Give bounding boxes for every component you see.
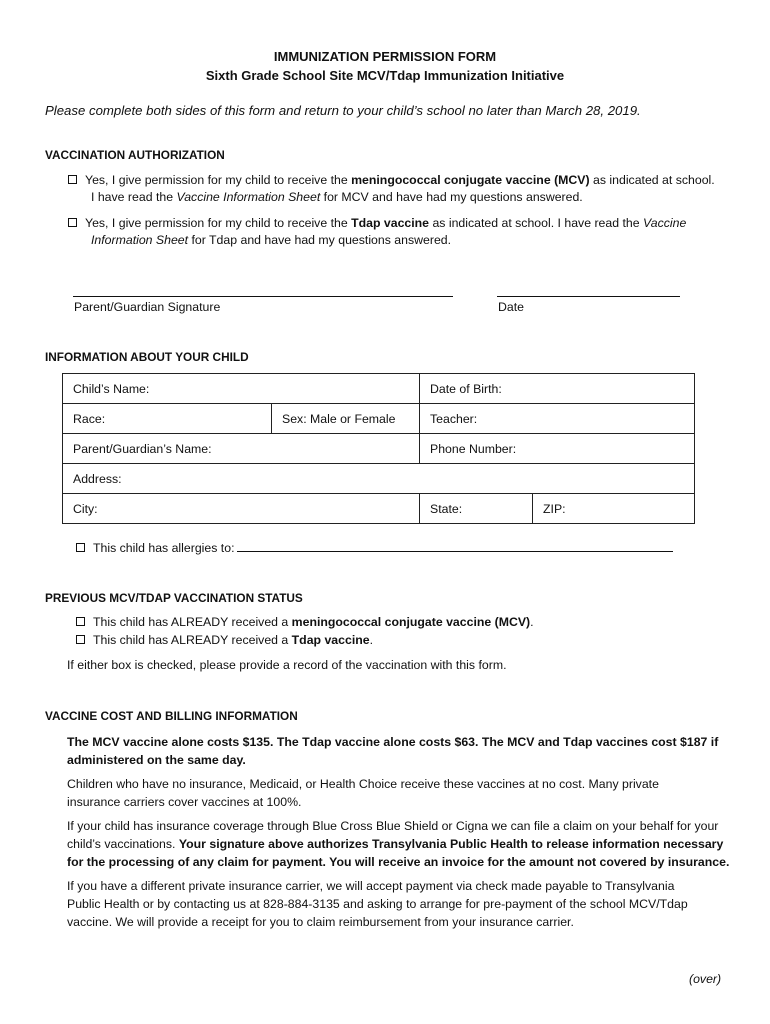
allergies-checkbox[interactable] — [76, 543, 85, 552]
intro-text: Please complete both sides of this form and return to your child’s school no later than March 28, 2019. — [45, 103, 641, 118]
mcv-permission-line2: I have read the Vaccine Information Sheet for MCV and have had my questions answered. — [91, 190, 583, 204]
signature-line[interactable] — [73, 296, 453, 297]
childs-name-field[interactable]: Child’s Name: — [63, 374, 420, 404]
date-line[interactable] — [497, 296, 680, 297]
vaccination-authorization-heading: VACCINATION AUTHORIZATION — [45, 148, 225, 162]
private-insurance-paragraph: If you have a different private insurance carrier, we will accept payment via check made payable to Transylvania Public Health or by contacting us at 828-884-3135 and asking to arrange for pre-payment of the school MCV/Tdap vaccine. We will provide a receipt for you to claim reimbursement from your insurance carrier. — [67, 879, 688, 929]
previous-tdap-checkbox[interactable] — [76, 635, 85, 644]
teacher-field[interactable]: Teacher: — [420, 404, 695, 434]
date-label: Date — [498, 300, 524, 314]
table-row — [63, 464, 695, 494]
cost-paragraph: The MCV vaccine alone costs $135. The Tdap vaccine alone costs $63. The MCV and Tdap vaccines cost $187 if administered on the same day. — [67, 735, 719, 767]
form-subtitle: Sixth Grade School Site MCV/Tdap Immunization Initiative — [205, 68, 565, 83]
previous-mcv-checkbox[interactable] — [76, 617, 85, 626]
table-row — [63, 434, 695, 464]
state-field[interactable]: State: — [420, 494, 533, 524]
coverage-paragraph: Children who have no insurance, Medicaid, or Health Choice receive these vaccines at no cost. Many private insurance carriers cover vaccines at 100%. — [67, 777, 659, 809]
mcv-permission-option: Yes, I give permission for my child to receive the meningococcal conjugate vaccine (MCV) as indicated at school. — [68, 172, 715, 189]
city-field[interactable]: City: — [63, 494, 420, 524]
allergies-input-line[interactable] — [237, 539, 673, 552]
form-title: IMMUNIZATION PERMISSION FORM — [273, 49, 497, 64]
address-field[interactable]: Address: — [63, 464, 695, 494]
table-row — [63, 374, 695, 404]
phone-number-field[interactable]: Phone Number: — [420, 434, 695, 464]
billing-heading: VACCINE COST AND BILLING INFORMATION — [45, 709, 298, 723]
previous-mcv-option: This child has ALREADY received a meningococcal conjugate vaccine (MCV). — [76, 614, 534, 631]
zip-field[interactable]: ZIP: — [533, 494, 695, 524]
race-field[interactable]: Race: — [63, 404, 272, 434]
insurance-claim-paragraph: If your child has insurance coverage through Blue Cross Blue Shield or Cigna we can file a claim on your behalf for your child’s vaccinations. Your signature above authorizes Transylvania Public Health to release information necessary for the processing of any claim for payment. You will receive an invoice for the amount not covered by insurance. — [67, 819, 730, 869]
mcv-permission-checkbox[interactable] — [68, 175, 77, 184]
previous-status-heading: PREVIOUS MCV/TDAP VACCINATION STATUS — [45, 591, 303, 605]
tdap-permission-line2: Information Sheet for Tdap and have had my questions answered. — [91, 233, 452, 247]
tdap-permission-checkbox[interactable] — [68, 218, 77, 227]
previous-status-note: If either box is checked, please provide a record of the vaccination with this form. — [67, 658, 507, 672]
sex-field[interactable]: Sex: Male or Female — [272, 404, 420, 434]
table-row — [63, 494, 695, 524]
tdap-permission-option: Yes, I give permission for my child to receive the Tdap vaccine as indicated at school. I have read the Vaccine — [68, 215, 686, 232]
allergies-option: This child has allergies to: — [76, 539, 673, 557]
child-info-heading: INFORMATION ABOUT YOUR CHILD — [45, 350, 249, 364]
signature-label: Parent/Guardian Signature — [74, 300, 221, 314]
date-of-birth-field[interactable]: Date of Birth: — [420, 374, 695, 404]
guardian-name-field[interactable]: Parent/Guardian’s Name: — [63, 434, 420, 464]
table-row — [63, 404, 695, 434]
child-info-table — [62, 373, 695, 524]
previous-tdap-option: This child has ALREADY received a Tdap vaccine. — [76, 632, 373, 649]
over-note: (over) — [689, 972, 722, 986]
